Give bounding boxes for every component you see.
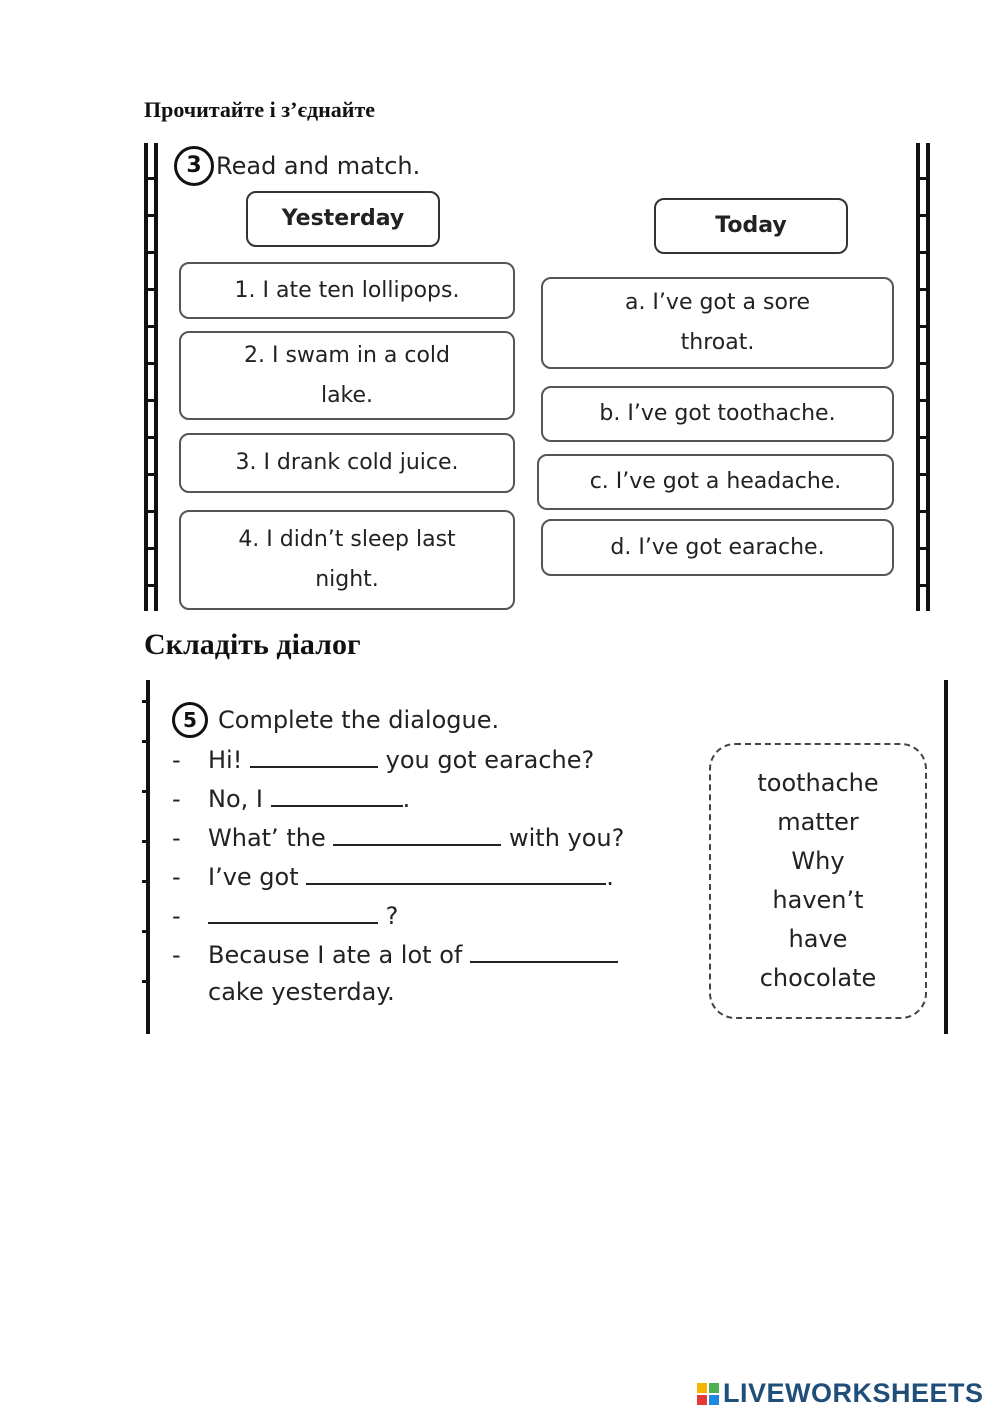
dialogue-line-3 bbox=[172, 822, 624, 852]
today-label: Today bbox=[715, 213, 787, 238]
liveworksheets-logo[interactable] bbox=[697, 1378, 984, 1409]
logo-square bbox=[709, 1395, 719, 1405]
yesterday-header bbox=[246, 191, 440, 247]
line-text: with you? bbox=[508, 824, 625, 852]
answer-blank[interactable] bbox=[250, 744, 378, 768]
line-text: I’ve got bbox=[208, 863, 299, 891]
exercise-number-badge: 3 bbox=[174, 146, 214, 186]
word-bank-item: have bbox=[788, 925, 848, 953]
line-dash: - bbox=[172, 863, 181, 891]
right-ladder-border bbox=[916, 143, 930, 611]
border-tick bbox=[142, 980, 150, 983]
answer-blank[interactable] bbox=[470, 939, 618, 963]
border-tick bbox=[142, 880, 150, 883]
word-bank-item: haven’t bbox=[772, 886, 864, 914]
match-item-text: 3. I drank cold juice. bbox=[235, 450, 459, 475]
match-item-text: 2. I swam in a cold lake. bbox=[244, 342, 450, 408]
line-dash: - bbox=[172, 902, 181, 930]
line-text: Because I ate a lot of bbox=[208, 941, 463, 969]
border-tick bbox=[142, 740, 150, 743]
match-item-right-a[interactable] bbox=[541, 277, 894, 369]
line-text: ? bbox=[385, 902, 399, 930]
match-item-text: b. I’ve got toothache. bbox=[599, 401, 836, 426]
border-tick bbox=[142, 930, 150, 933]
exercise-5-header bbox=[172, 702, 499, 738]
liveworksheets-logo-icon bbox=[697, 1383, 719, 1405]
word-bank-item: chocolate bbox=[759, 964, 877, 992]
match-item-left-2[interactable] bbox=[179, 331, 515, 420]
match-item-left-1[interactable] bbox=[179, 262, 515, 319]
answer-blank[interactable] bbox=[333, 822, 501, 846]
exercise-number-badge: 5 bbox=[172, 702, 208, 738]
line-dash: - bbox=[172, 785, 181, 813]
line-dash: - bbox=[172, 746, 181, 774]
line-dash: - bbox=[172, 941, 181, 969]
match-item-left-4[interactable] bbox=[179, 510, 515, 610]
line-text: Hi! bbox=[208, 746, 243, 774]
line-text: you got earache? bbox=[385, 746, 595, 774]
line-text: What’ the bbox=[208, 824, 326, 852]
match-item-right-d[interactable] bbox=[541, 519, 894, 576]
dialogue-line-6 bbox=[172, 939, 618, 969]
line-text: . bbox=[402, 785, 411, 813]
logo-text: LIVEWORKSHEETS bbox=[723, 1378, 984, 1408]
right-border-line bbox=[944, 680, 948, 1034]
answer-blank[interactable] bbox=[306, 861, 606, 885]
dialogue-line-6-continuation: cake yesterday. bbox=[208, 978, 395, 1006]
logo-square bbox=[697, 1395, 707, 1405]
word-bank-item: Why bbox=[791, 847, 845, 875]
match-item-text: 4. I didn’t sleep last night. bbox=[238, 527, 456, 592]
answer-blank[interactable] bbox=[271, 783, 403, 807]
exercise-3-header bbox=[174, 146, 420, 186]
word-bank-item: toothache bbox=[757, 769, 879, 797]
line-text: . bbox=[606, 863, 614, 891]
logo-square bbox=[697, 1383, 707, 1393]
instruction-read-and-match: Прочитайте і з’єднайте bbox=[144, 97, 376, 122]
dialogue-line-5 bbox=[172, 900, 398, 930]
today-header bbox=[654, 198, 848, 254]
instruction-make-dialogue: Складіть діалог bbox=[144, 628, 361, 661]
logo-square bbox=[709, 1383, 719, 1393]
match-item-text: d. I’ve got earache. bbox=[610, 534, 825, 560]
match-item-right-c[interactable] bbox=[537, 454, 894, 510]
answer-blank[interactable] bbox=[208, 900, 378, 924]
dialogue-line-1 bbox=[172, 744, 594, 774]
border-tick bbox=[142, 700, 150, 703]
line-text: No, I bbox=[208, 785, 263, 813]
border-tick bbox=[142, 840, 150, 843]
yesterday-label: Yesterday bbox=[281, 206, 405, 231]
dialogue-line-4 bbox=[172, 861, 614, 891]
match-item-left-3[interactable] bbox=[179, 433, 515, 493]
match-item-right-b[interactable] bbox=[541, 386, 894, 442]
border-tick bbox=[142, 790, 150, 793]
dialogue-line-2 bbox=[172, 783, 410, 813]
word-bank-item: matter bbox=[777, 808, 859, 836]
match-item-text: c. I’ve got a headache. bbox=[589, 469, 842, 494]
line-dash: - bbox=[172, 824, 181, 852]
left-ladder-border bbox=[144, 143, 158, 611]
match-item-text: 1. I ate ten lollipops. bbox=[234, 277, 460, 303]
exercise-title: Complete the dialogue. bbox=[218, 706, 500, 734]
word-bank bbox=[709, 743, 927, 1019]
exercise-title: Read and match. bbox=[216, 152, 421, 180]
match-item-text: a. I’ve got a sore throat. bbox=[624, 290, 811, 355]
